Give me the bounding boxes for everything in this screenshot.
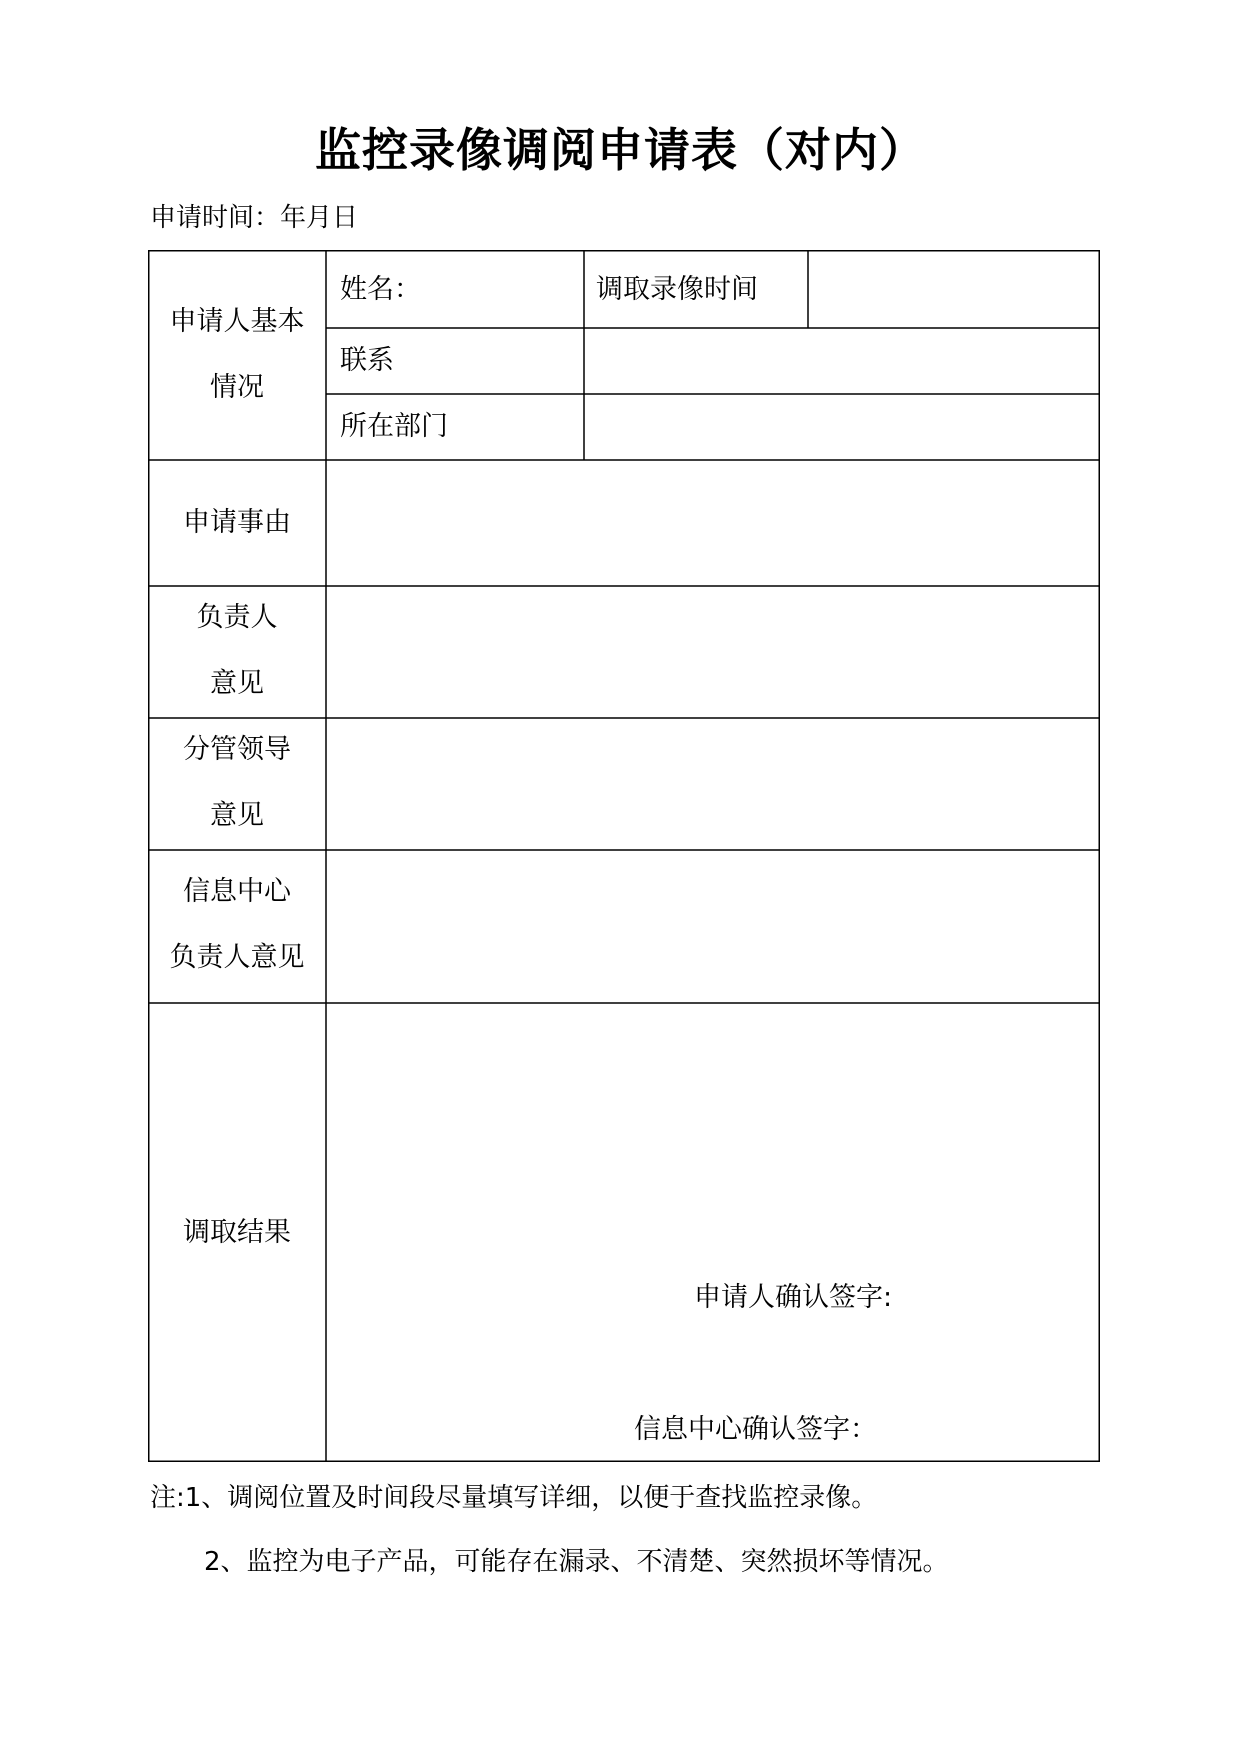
name-label: 姓名：	[340, 274, 421, 305]
reason-input-cell[interactable]	[326, 460, 1100, 586]
note-line-2: 2、监控为电子产品，可能存在漏录、不清楚、突然损坏等情况。	[204, 1547, 949, 1577]
applicant-info-label-line2: 情况	[210, 372, 264, 403]
supervisor-opinion-label-line2: 意见	[210, 668, 264, 699]
info-center-opinion-input-cell[interactable]	[326, 850, 1100, 1003]
leader-opinion-label-line1: 分管领导	[183, 734, 291, 765]
applicant-signature-label: 申请人确认签字:	[694, 1282, 893, 1313]
note-line-1: 注:1、调阅位置及时间段尽量填写详细，以便于查找监控录像。	[150, 1483, 878, 1513]
video-time-label: 调取录像时间	[596, 274, 758, 305]
info-center-opinion-label-line1: 信息中心	[183, 876, 291, 907]
info-center-opinion-label-line2: 负责人意见	[169, 942, 305, 973]
form-title: 监控录像调阅申请表（对内）	[315, 123, 926, 177]
department-label: 所在部门	[340, 411, 448, 442]
department-input-cell[interactable]	[584, 394, 1100, 460]
reason-label: 申请事由	[183, 507, 291, 538]
video-time-input-cell[interactable]	[808, 250, 1100, 328]
leader-opinion-label-line2: 意见	[210, 800, 264, 831]
result-input-cell[interactable]	[326, 1003, 1100, 1462]
applicant-info-label-line1: 申请人基本	[169, 306, 305, 337]
info-center-signature-label: 信息中心确认签字：	[634, 1414, 877, 1445]
supervisor-opinion-label-line1: 负责人	[196, 602, 278, 633]
supervisor-opinion-input-cell[interactable]	[326, 586, 1100, 718]
contact-input-cell[interactable]	[584, 328, 1100, 394]
apply-time-field[interactable]: 申请时间：年月日	[150, 203, 359, 233]
application-form-table	[148, 250, 1100, 1462]
result-label: 调取结果	[183, 1217, 291, 1248]
contact-label: 联系	[340, 345, 394, 376]
leader-opinion-input-cell[interactable]	[326, 718, 1100, 850]
notes-section	[150, 1478, 949, 1582]
